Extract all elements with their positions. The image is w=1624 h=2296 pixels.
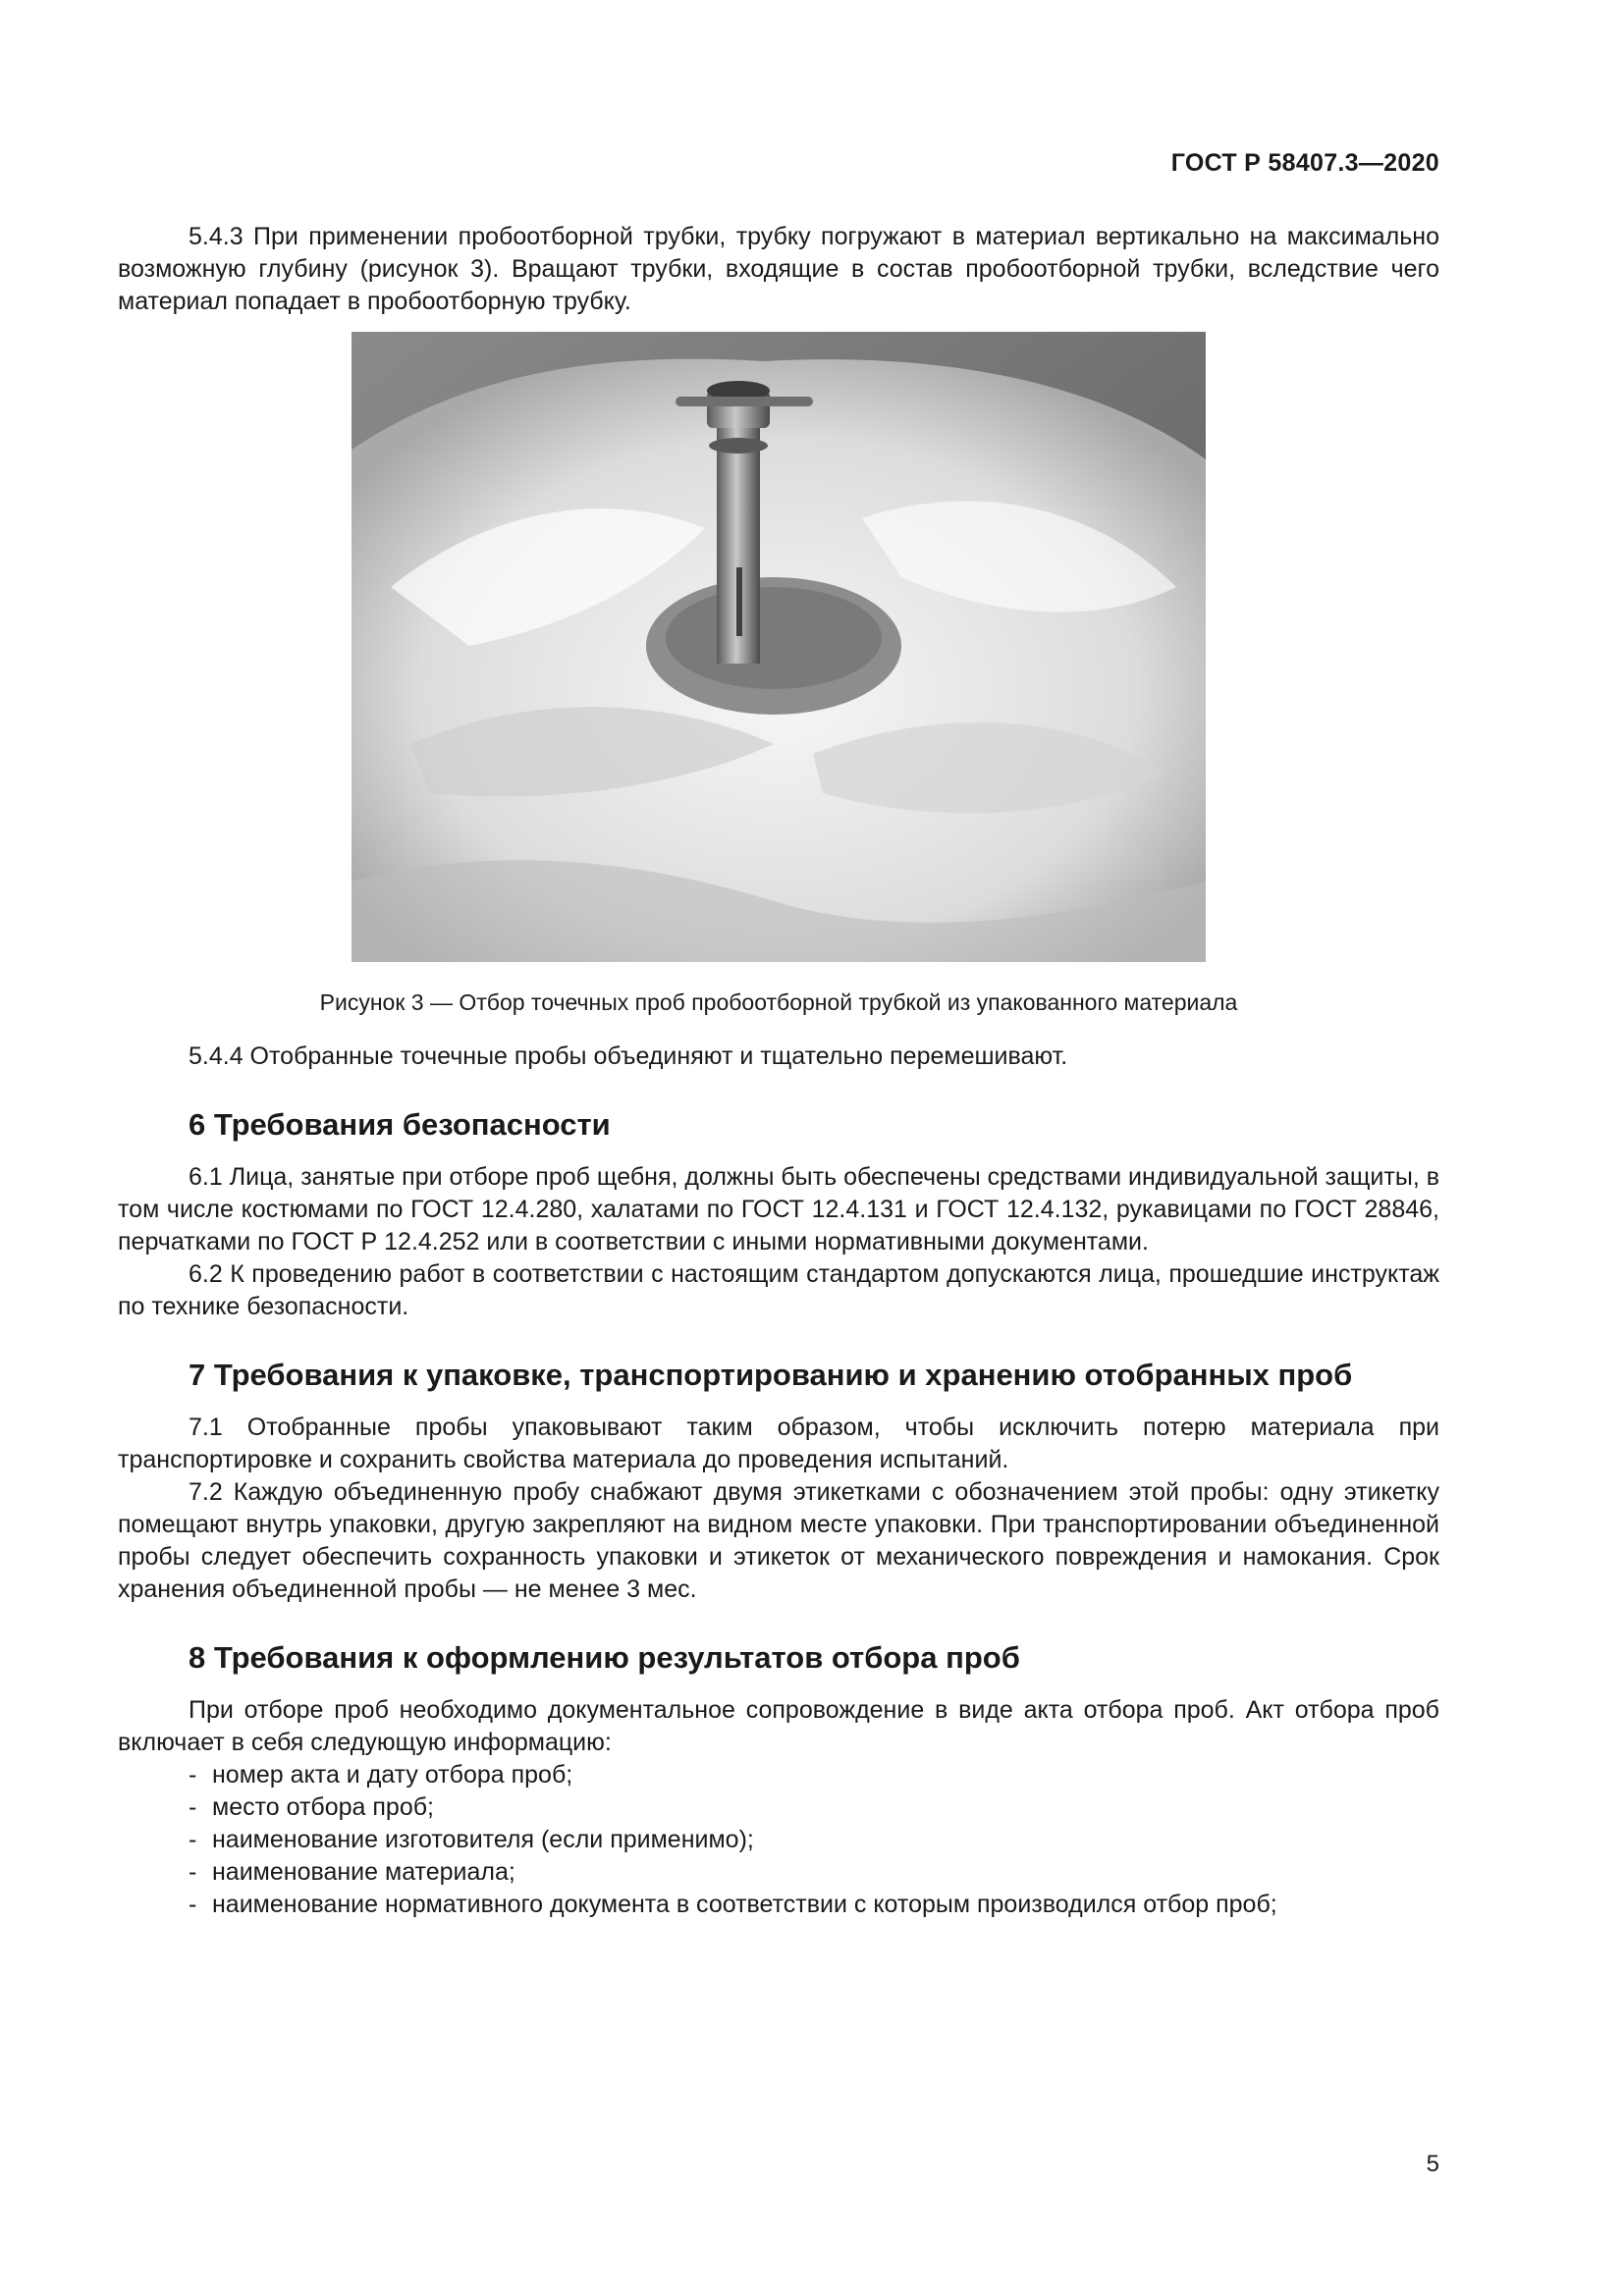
figure-3 — [118, 332, 1439, 1017]
section-6-heading: 6 Требования безопасности — [189, 1107, 611, 1142]
paragraph-6-2: 6.2 К проведению работ в соответствии с настоящим стандартом допускаются лица, прошедшие инструктаж по технике безопасности. — [118, 1260, 1439, 1320]
act-contents-list — [118, 1759, 1439, 1921]
list-item: - номер акта и дату отбора проб; — [189, 1759, 1439, 1791]
paragraph-7-2: 7.2 Каждую объединенную пробу снабжают двумя этикетками с обозначением этой пробы: одну этикетку помещают внутрь упаковки, другую закрепляют на видном месте упаковки. При транспортировании объединенной пробы следует обеспечить сохранность упаковки и этикеток от механического повреждения и намокания. Срок хранения объединенной пробы — не менее 3 мес. — [118, 1478, 1439, 1603]
list-marker: - — [189, 1826, 197, 1853]
standard-code-header: ГОСТ Р 58407.3—2020 — [1170, 149, 1439, 177]
page-number: 5 — [1426, 2151, 1439, 2177]
section-7-heading: 7 Требования к упаковке, транспортированию и хранению отобранных проб — [189, 1358, 1353, 1392]
paragraph-5-4-3: 5.4.3 При применении пробоотборной трубки, трубку погружают в материал вертикально на максимально возможную глубину (рисунок 3). Вращают трубки, входящие в состав пробоотборной трубки, вследствие чего материал попадает в пробоотборную трубку. — [118, 223, 1439, 315]
list-item: - наименование нормативного документа в соответствии с которым производился отбор проб; — [189, 1889, 1439, 1921]
list-marker: - — [189, 1793, 197, 1821]
list-marker: - — [189, 1761, 197, 1789]
page-content — [118, 221, 1439, 1921]
section-8-heading: 8 Требования к оформлению результатов отбора проб — [189, 1640, 1020, 1675]
list-item: - наименование изготовителя (если применимо); — [189, 1824, 1439, 1856]
list-item: - место отбора проб; — [189, 1791, 1439, 1824]
figure-caption: Рисунок 3 — Отбор точечных проб пробоотборной трубкой из упакованного материала — [319, 989, 1238, 1015]
list-marker: - — [189, 1858, 197, 1886]
list-item: - наименование материала; — [189, 1856, 1439, 1889]
paragraph-8-intro: При отборе проб необходимо документальное сопровождение в виде акта отбора проб. Акт отбора проб включает в себя следующую информацию: — [118, 1696, 1439, 1756]
sampling-tube-photo — [352, 332, 1206, 962]
paragraph-7-1: 7.1 Отобранные пробы упаковывают таким образом, чтобы исключить потерю материала при транспортировке и сохранить свойства материала до проведения испытаний. — [118, 1414, 1439, 1473]
list-marker: - — [189, 1891, 197, 1918]
paragraph-6-1: 6.1 Лица, занятые при отборе проб щебня, должны быть обеспечены средствами индивидуальной защиты, в том числе костюмами по ГОСТ 12.4.280, халатами по ГОСТ 12.4.131 и ГОСТ 12.4.132, рукавицами по ГОСТ 28846, перчатками по ГОСТ Р 12.4.252 или в соответствии с иными нормативными документами. — [118, 1163, 1439, 1255]
paragraph-5-4-4: 5.4.4 Отобранные точечные пробы объединяют и тщательно перемешивают. — [189, 1042, 1068, 1070]
